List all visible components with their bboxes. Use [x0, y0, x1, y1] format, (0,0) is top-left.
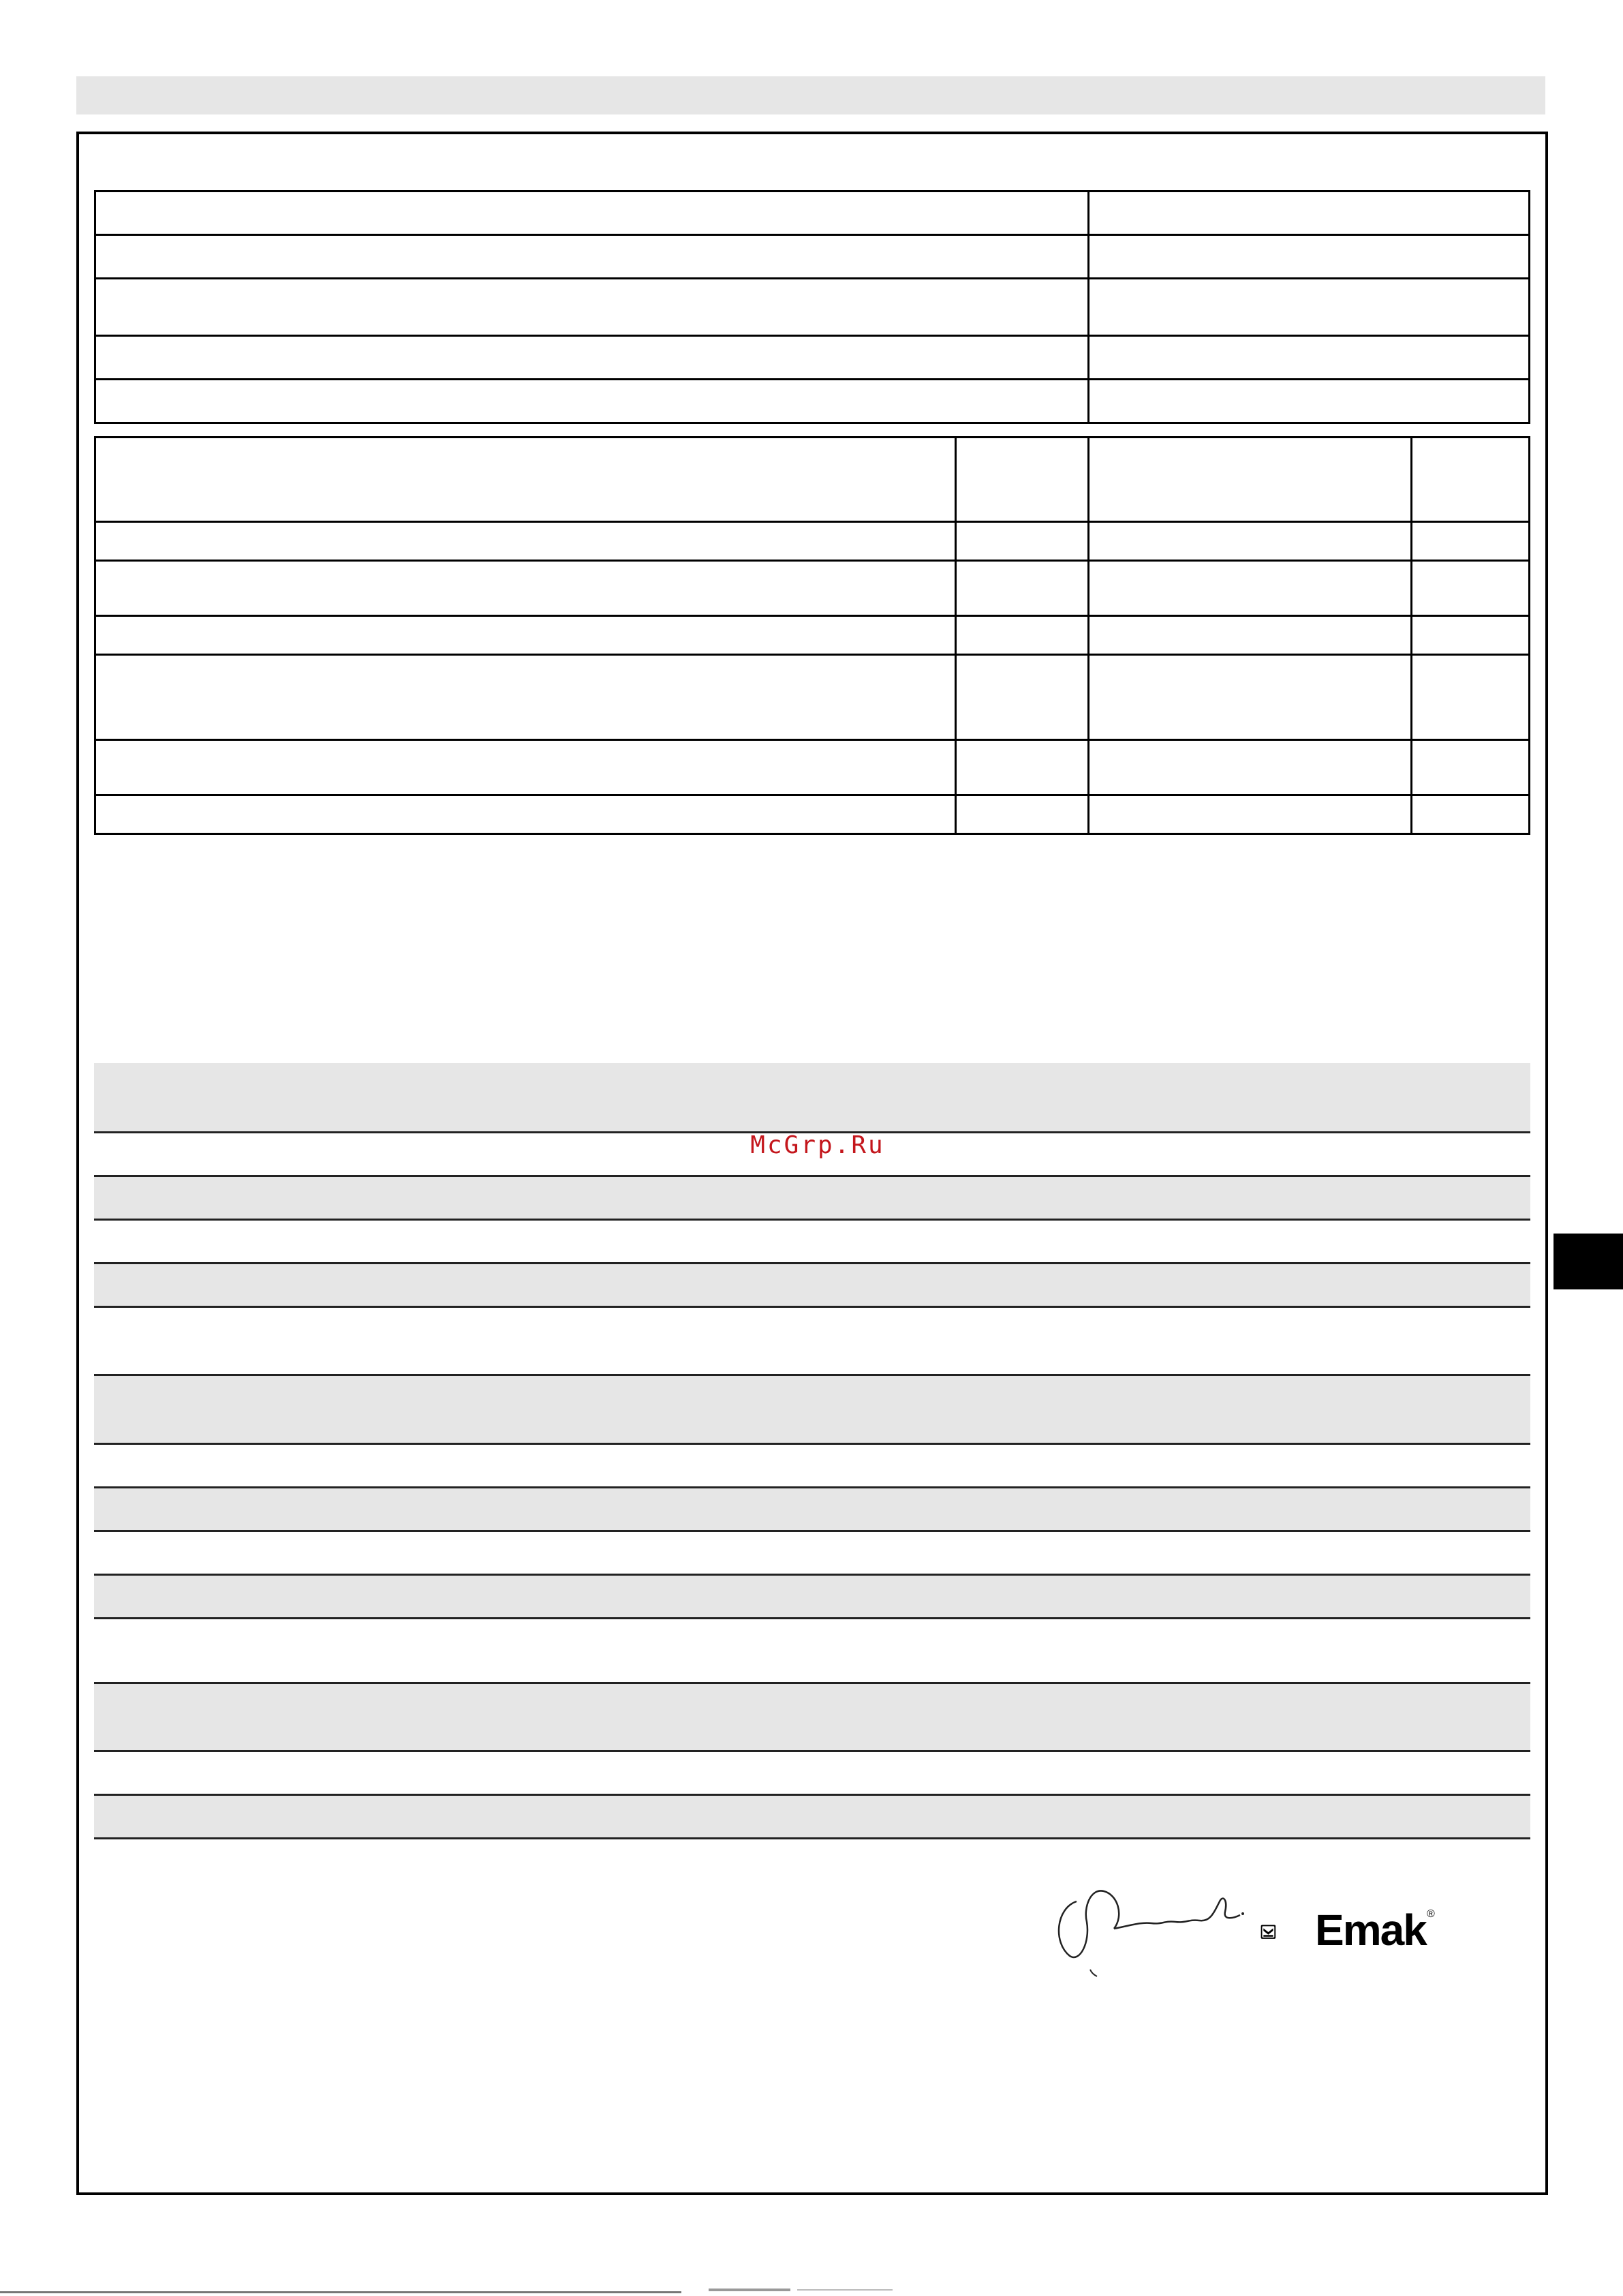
table-cell [1412, 438, 1530, 522]
table-cell [956, 522, 1089, 561]
table-row [95, 235, 1530, 279]
band-row [94, 1063, 1530, 1133]
table-cell [95, 655, 956, 740]
band-row [94, 1684, 1530, 1752]
watermark-text: McGrp.Ru [750, 1131, 885, 1159]
band-row [94, 1532, 1530, 1576]
table-cell [956, 438, 1089, 522]
table-row [95, 380, 1530, 423]
band-row [94, 1221, 1530, 1264]
band-row [94, 1177, 1530, 1221]
table-cell [1088, 655, 1411, 740]
table-cell [95, 279, 1089, 336]
table-row [95, 740, 1530, 795]
table-row [95, 336, 1530, 380]
table-cell [1088, 380, 1529, 423]
footer-rule [0, 2291, 681, 2293]
table-cell [956, 561, 1089, 616]
compliance-table [94, 436, 1530, 835]
band-row [94, 1752, 1530, 1796]
table-cell [1412, 616, 1530, 655]
table-cell [1088, 336, 1529, 380]
table-cell [1088, 279, 1529, 336]
table-row [95, 616, 1530, 655]
footer-barcode-icon [709, 2287, 899, 2293]
table-cell [95, 192, 1089, 235]
band-row [94, 1619, 1530, 1684]
table-row [95, 655, 1530, 740]
table-cell [1088, 235, 1529, 279]
table-cell [1088, 616, 1411, 655]
signature-icon [1049, 1861, 1254, 1983]
table-cell [956, 795, 1089, 834]
table-cell [1088, 795, 1411, 834]
band-row [94, 1308, 1530, 1376]
band-row [94, 1445, 1530, 1488]
band-row [94, 1264, 1530, 1308]
table-cell [1412, 561, 1530, 616]
table-cell [95, 235, 1089, 279]
table-cell [1412, 795, 1530, 834]
registered-mark: ® [1427, 1908, 1435, 1920]
table-cell [956, 655, 1089, 740]
product-info-table [94, 190, 1530, 424]
table-row [95, 279, 1530, 336]
table-cell [1088, 192, 1529, 235]
table-cell [95, 380, 1089, 423]
table-cell [95, 438, 956, 522]
table-cell [956, 740, 1089, 795]
table-cell [95, 561, 956, 616]
table-cell [95, 795, 956, 834]
table-row [95, 561, 1530, 616]
table-cell [95, 616, 956, 655]
table-row [95, 438, 1530, 522]
table-row [95, 795, 1530, 834]
table-cell [1088, 522, 1411, 561]
table-cell [1412, 740, 1530, 795]
emak-chevron-logo-icon [1261, 1905, 1315, 1959]
table-cell [1412, 522, 1530, 561]
header-band [76, 76, 1545, 114]
table-row [95, 192, 1530, 235]
table-cell [1088, 438, 1411, 522]
table-cell [95, 740, 956, 795]
side-index-tab [1554, 1234, 1623, 1289]
table-cell [1088, 740, 1411, 795]
band-row [94, 1376, 1530, 1445]
table-cell [95, 336, 1089, 380]
table-row [95, 522, 1530, 561]
band-row [94, 1796, 1530, 1839]
brand-logo-text: Emak [1315, 1905, 1426, 1955]
table-cell [1412, 655, 1530, 740]
table-cell [1088, 561, 1411, 616]
band-row [94, 1576, 1530, 1619]
band-row [94, 1488, 1530, 1532]
table-cell [95, 522, 956, 561]
table-cell [956, 616, 1089, 655]
